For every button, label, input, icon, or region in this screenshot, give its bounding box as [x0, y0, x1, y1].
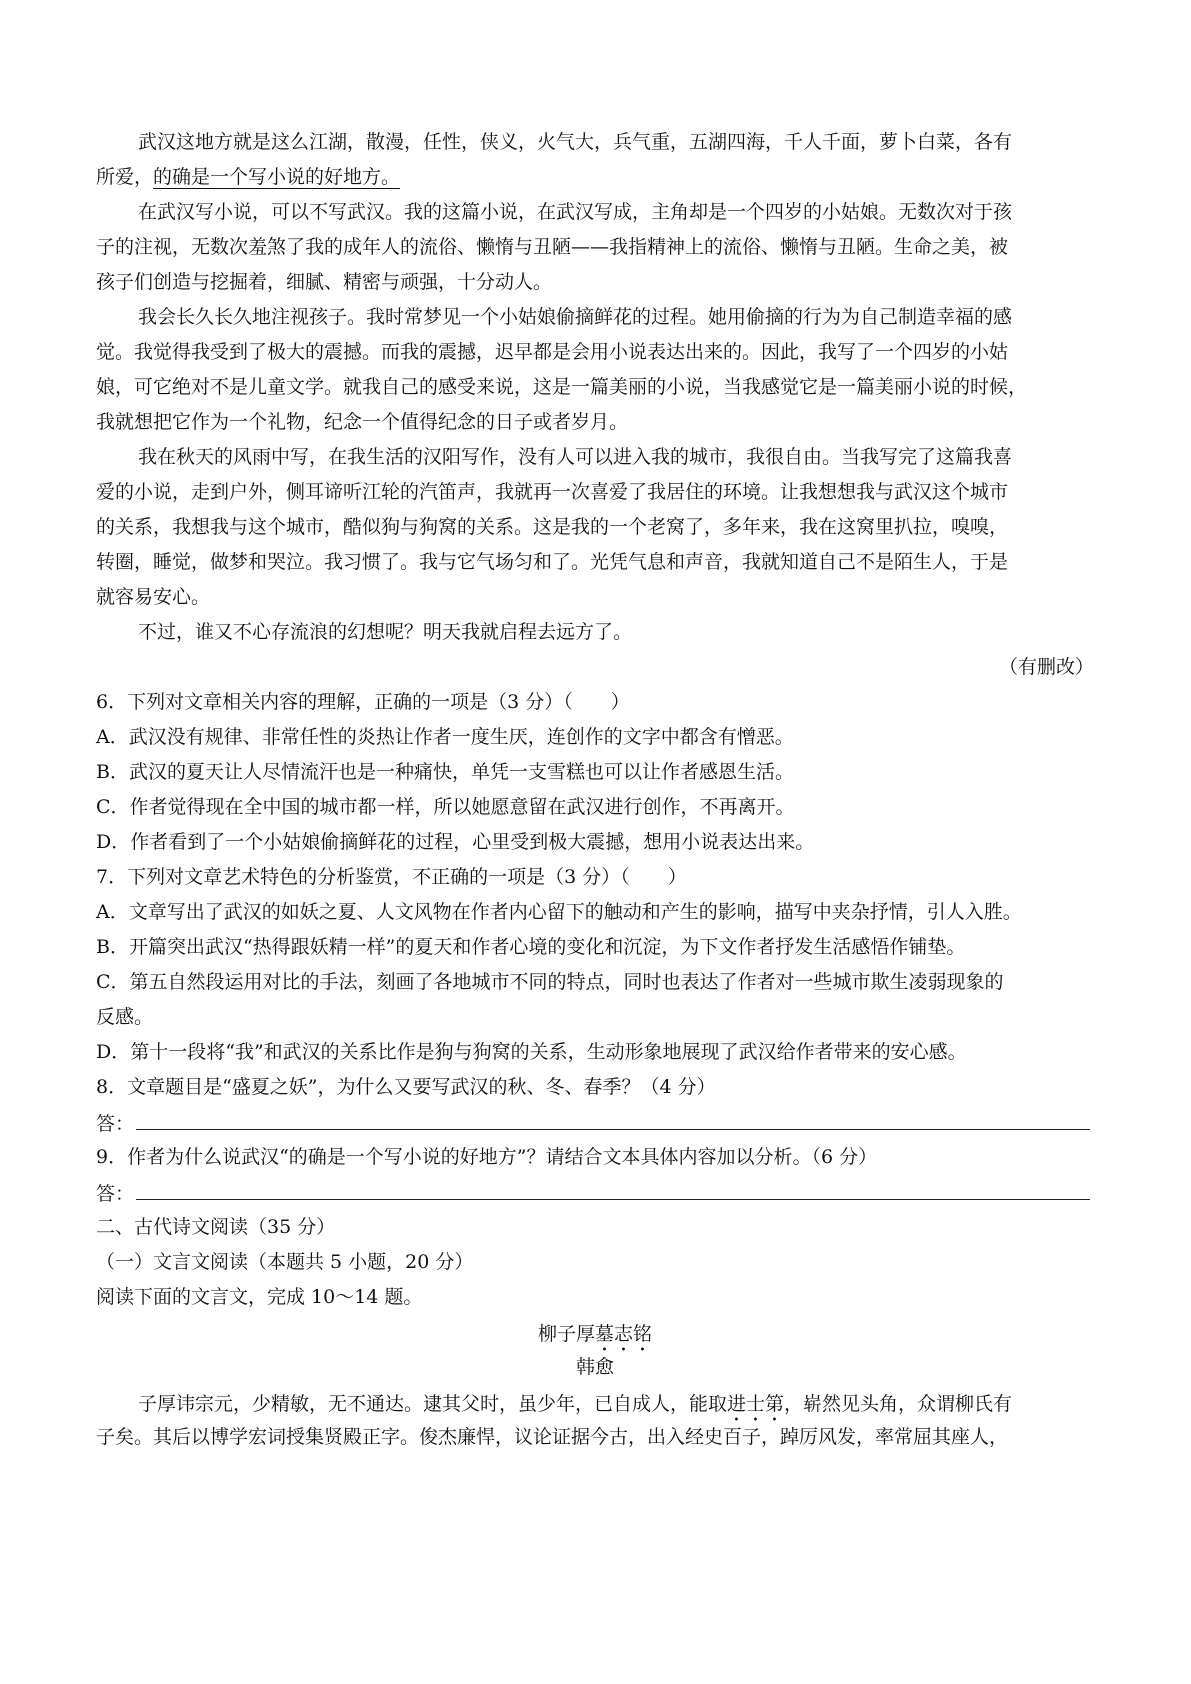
- passage-p4-line4: 转圈，睡觉，做梦和哭泣。我习惯了。我与它气场匀和了。光凭气息和声音，我就知道自己不是陌生人，于是: [96, 551, 1009, 573]
- classical-text-line1-b: ，崭然见头角，众谓柳氏有: [784, 1393, 1013, 1415]
- passage-p1-text: 所爱，: [96, 166, 154, 188]
- passage-p3-line3: 娘，可它绝对不是儿童文学。就我自己的感受来说，这是一篇美丽的小说，当我感觉它是一篇美丽小说的时候，: [96, 376, 1028, 398]
- q7-option-d: D．第十一段将“我”和武汉的关系比作是狗与狗窝的关系，生动形象地展现了武汉给作者带来的安心感。: [96, 1041, 967, 1063]
- q7-option-c-line2: 反感。: [96, 1006, 154, 1028]
- dotted-term: 进士第: [727, 1393, 785, 1415]
- passage-p3-line4: 我就想把它作为一个礼物，纪念一个值得纪念的日子或者岁月。: [96, 411, 629, 433]
- passage-p3-line1: 我会长久长久地注视孩子。我时常梦见一个小姑娘偷摘鲜花的过程。她用偷摘的行为为自己制造幸福的感: [138, 306, 1013, 328]
- passage-p4-line3: 的关系，我想我与这个城市，酷似狗与狗窝的关系。这是我的一个老窝了，多年来，我在这窝里扒拉，嗅嗅，: [96, 516, 1009, 538]
- q7-option-c-line1: C．第五自然段运用对比的手法，刻画了各地城市不同的特点，同时也表达了作者对一些城市欺生凌弱现象的: [96, 971, 1004, 993]
- passage-p5: 不过，谁又不心存流浪的幻想呢？明天我就启程去远方了。: [138, 621, 633, 643]
- passage-p4-line5: 就容易安心。: [96, 586, 211, 608]
- passage-p4-line2: 爱的小说，走到户外，侧耳谛听江轮的汽笛声，我就再一次喜爱了我居住的环境。让我想想我与武汉这个城市: [96, 481, 1009, 503]
- passage-p2-line2: 子的注视，无数次羞煞了我的成年人的流俗、懒惰与丑陋——我指精神上的流俗、懒惰与丑陋。生命之美，被: [96, 236, 1009, 258]
- q8-answer-line[interactable]: [136, 1113, 1090, 1130]
- q9-answer-label: 答：: [96, 1183, 135, 1205]
- classical-text-line2: 子矣。其后以博学宏词授集贤殿正字。俊杰廉悍，议论证据今古，出入经史百子，踔厉风发，率常屈其座人，: [96, 1426, 1009, 1448]
- q6-option-b: B．武汉的夏天让人尽情流汗也是一种痛快，单凭一支雪糕也可以让作者感恩生活。: [96, 761, 794, 783]
- q7-stem: 7．下列对文章艺术特色的分析鉴赏，不正确的一项是（3 分）（ ）: [96, 866, 687, 888]
- title-plain: 柳子厚: [537, 1323, 595, 1345]
- passage-p2-line3: 孩子们创造与挖掘着，细腻、精密与顽强，十分动人。: [96, 271, 553, 293]
- passage-p1-line1: 武汉这地方就是这么江湖，散漫，任性，侠义，火气大，兵气重，五湖四海，千人千面，萝卜白菜，各有: [138, 131, 1013, 153]
- section2-instruction: 阅读下面的文言文，完成 10～14 题。: [96, 1286, 423, 1308]
- q8-answer-row: [96, 1113, 1094, 1134]
- q6-stem: 6．下列对文章相关内容的理解，正确的一项是（3 分）（ ）: [96, 691, 630, 713]
- classical-text-line1-a: 子厚讳宗元，少精敏，无不通达。逮其父时，虽少年，已自成人，能取: [138, 1393, 728, 1415]
- section2-heading: 二、古代诗文阅读（35 分）: [96, 1216, 336, 1238]
- passage-p1-line2: [96, 168, 1094, 187]
- title-dotted: 墓志铭: [595, 1323, 653, 1345]
- q6-option-a: A．武汉没有规律、非常任性的炎热让作者一度生厌，连创作的文字中都含有憎恶。: [96, 726, 794, 748]
- q8-stem: 8．文章题目是“盛夏之妖”，为什么又要写武汉的秋、冬、春季？（4 分）: [96, 1076, 716, 1098]
- q7-option-b: B．开篇突出武汉“热得跟妖精一样”的夏天和作者心境的变化和沉淀，为下文作者抒发生活感悟作铺垫。: [96, 936, 966, 958]
- classical-text-line1: [96, 1393, 1094, 1426]
- q8-answer-label: 答：: [96, 1113, 135, 1135]
- classical-text-author: 韩愈: [575, 1356, 614, 1378]
- underlined-sentence: 的确是一个写小说的好地方。: [153, 166, 401, 188]
- passage-p2-line1: 在武汉写小说，可以不写武汉。我的这篇小说，在武汉写成，主角却是一个四岁的小姑娘。无数次对于孩: [138, 201, 1013, 223]
- q6-option-d: D．作者看到了一个小姑娘偷摘鲜花的过程，心里受到极大震撼，想用小说表达出来。: [96, 831, 815, 853]
- passage-p4-line1: 我在秋天的风雨中写，在我生活的汉阳写作，没有人可以进入我的城市，我很自由。当我写完了这篇我喜: [138, 446, 1013, 468]
- passage-p3-line2: 觉。我觉得我受到了极大的震撼。而我的震撼，迟早都是会用小说表达出来的。因此，我写了一个四岁的小姑: [96, 341, 1009, 363]
- q6-option-c: C．作者觉得现在全中国的城市都一样，所以她愿意留在武汉进行创作，不再离开。: [96, 796, 795, 818]
- classical-text-title: [96, 1323, 1094, 1356]
- section2-subheading: （一）文言文阅读（本题共 5 小题，20 分）: [96, 1251, 474, 1273]
- q9-stem: 9．作者为什么说武汉“的确是一个写小说的好地方”？请结合文本具体内容加以分析。（6 分）: [96, 1146, 878, 1168]
- q9-answer-line[interactable]: [136, 1183, 1090, 1200]
- q9-answer-row: [96, 1183, 1094, 1204]
- source-note: （有删改）: [998, 656, 1094, 678]
- q7-option-a: A．文章写出了武汉的如妖之夏、人文风物在作者内心留下的触动和产生的影响，描写中夹杂抒情，引人入胜。: [96, 901, 1022, 923]
